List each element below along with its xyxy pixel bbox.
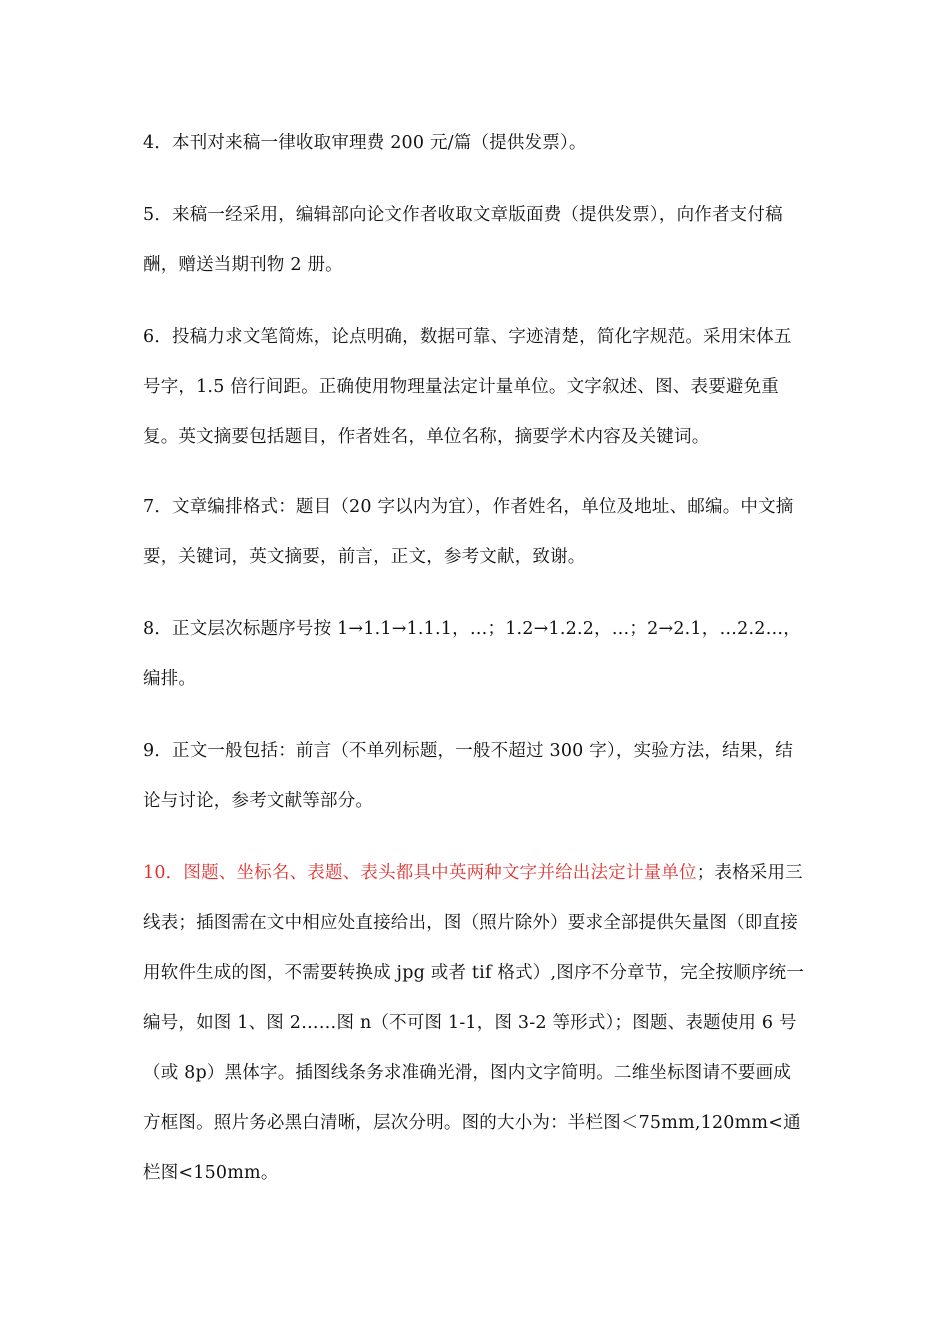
- paragraph-5: 5．来稿一经采用，编辑部向论文作者收取文章版面费（提供发票），向作者支付稿酬，赠送当期刊物 2 册。: [143, 205, 783, 275]
- paragraph-6: 6．投稿力求文笔简炼，论点明确，数据可靠、字迹清楚，简化字规范。采用宋体五号字，1.5 倍行间距。正确使用物理量法定计量单位。文字叙述、图、表要避免重复。英文摘要包括题目，作者姓名，单位名称，摘要学术内容及关键词。: [143, 327, 792, 447]
- document-body: [143, 118, 807, 1218]
- paragraph-9: 9．正文一般包括：前言（不单列标题，一般不超过 300 字），实验方法，结果，结论与讨论，参考文献等部分。: [143, 741, 793, 811]
- paragraph-8: 8．正文层次标题序号按 1→1.1→1.1.1，…；1.2→1.2.2，…；2→2.1，…2.2…，编排。: [143, 619, 801, 689]
- paragraph-7: 7．文章编排格式：题目（20 字以内为宜），作者姓名，单位及地址、邮编。中文摘要，关键词，英文摘要，前言，正文，参考文献，致谢。: [143, 497, 794, 567]
- paragraph-10-highlight: 图题、坐标名、表题、表头都具中英两种文字并给出法定计量单位: [183, 863, 697, 883]
- paragraph-4: 4．本刊对来稿一律收取审理费 200 元/篇（提供发票）。: [143, 133, 587, 153]
- paragraph-10-rest: ；表格采用三线表；插图需在文中相应处直接给出，图（照片除外）要求全部提供矢量图（即直接用软件生成的图，不需要转换成 jpg 或者 tif 格式）,图序不分章节，完全按顺序统一编号，如图 1、图 2……图 n（不可图 1-1，图 3-2 等形式）；图题、表题使用 6 号（或 8p）黑体字。插图线条务求准确光滑，图内文字简明。二维坐标图请不要画成方框图。照片务必黑白清晰，层次分明。图的大小为：半栏图＜75mm,120mm<通栏图<150mm。: [143, 863, 805, 1183]
- paragraph-10-number: 10．: [143, 863, 184, 883]
- paragraph-10: [143, 848, 807, 1198]
